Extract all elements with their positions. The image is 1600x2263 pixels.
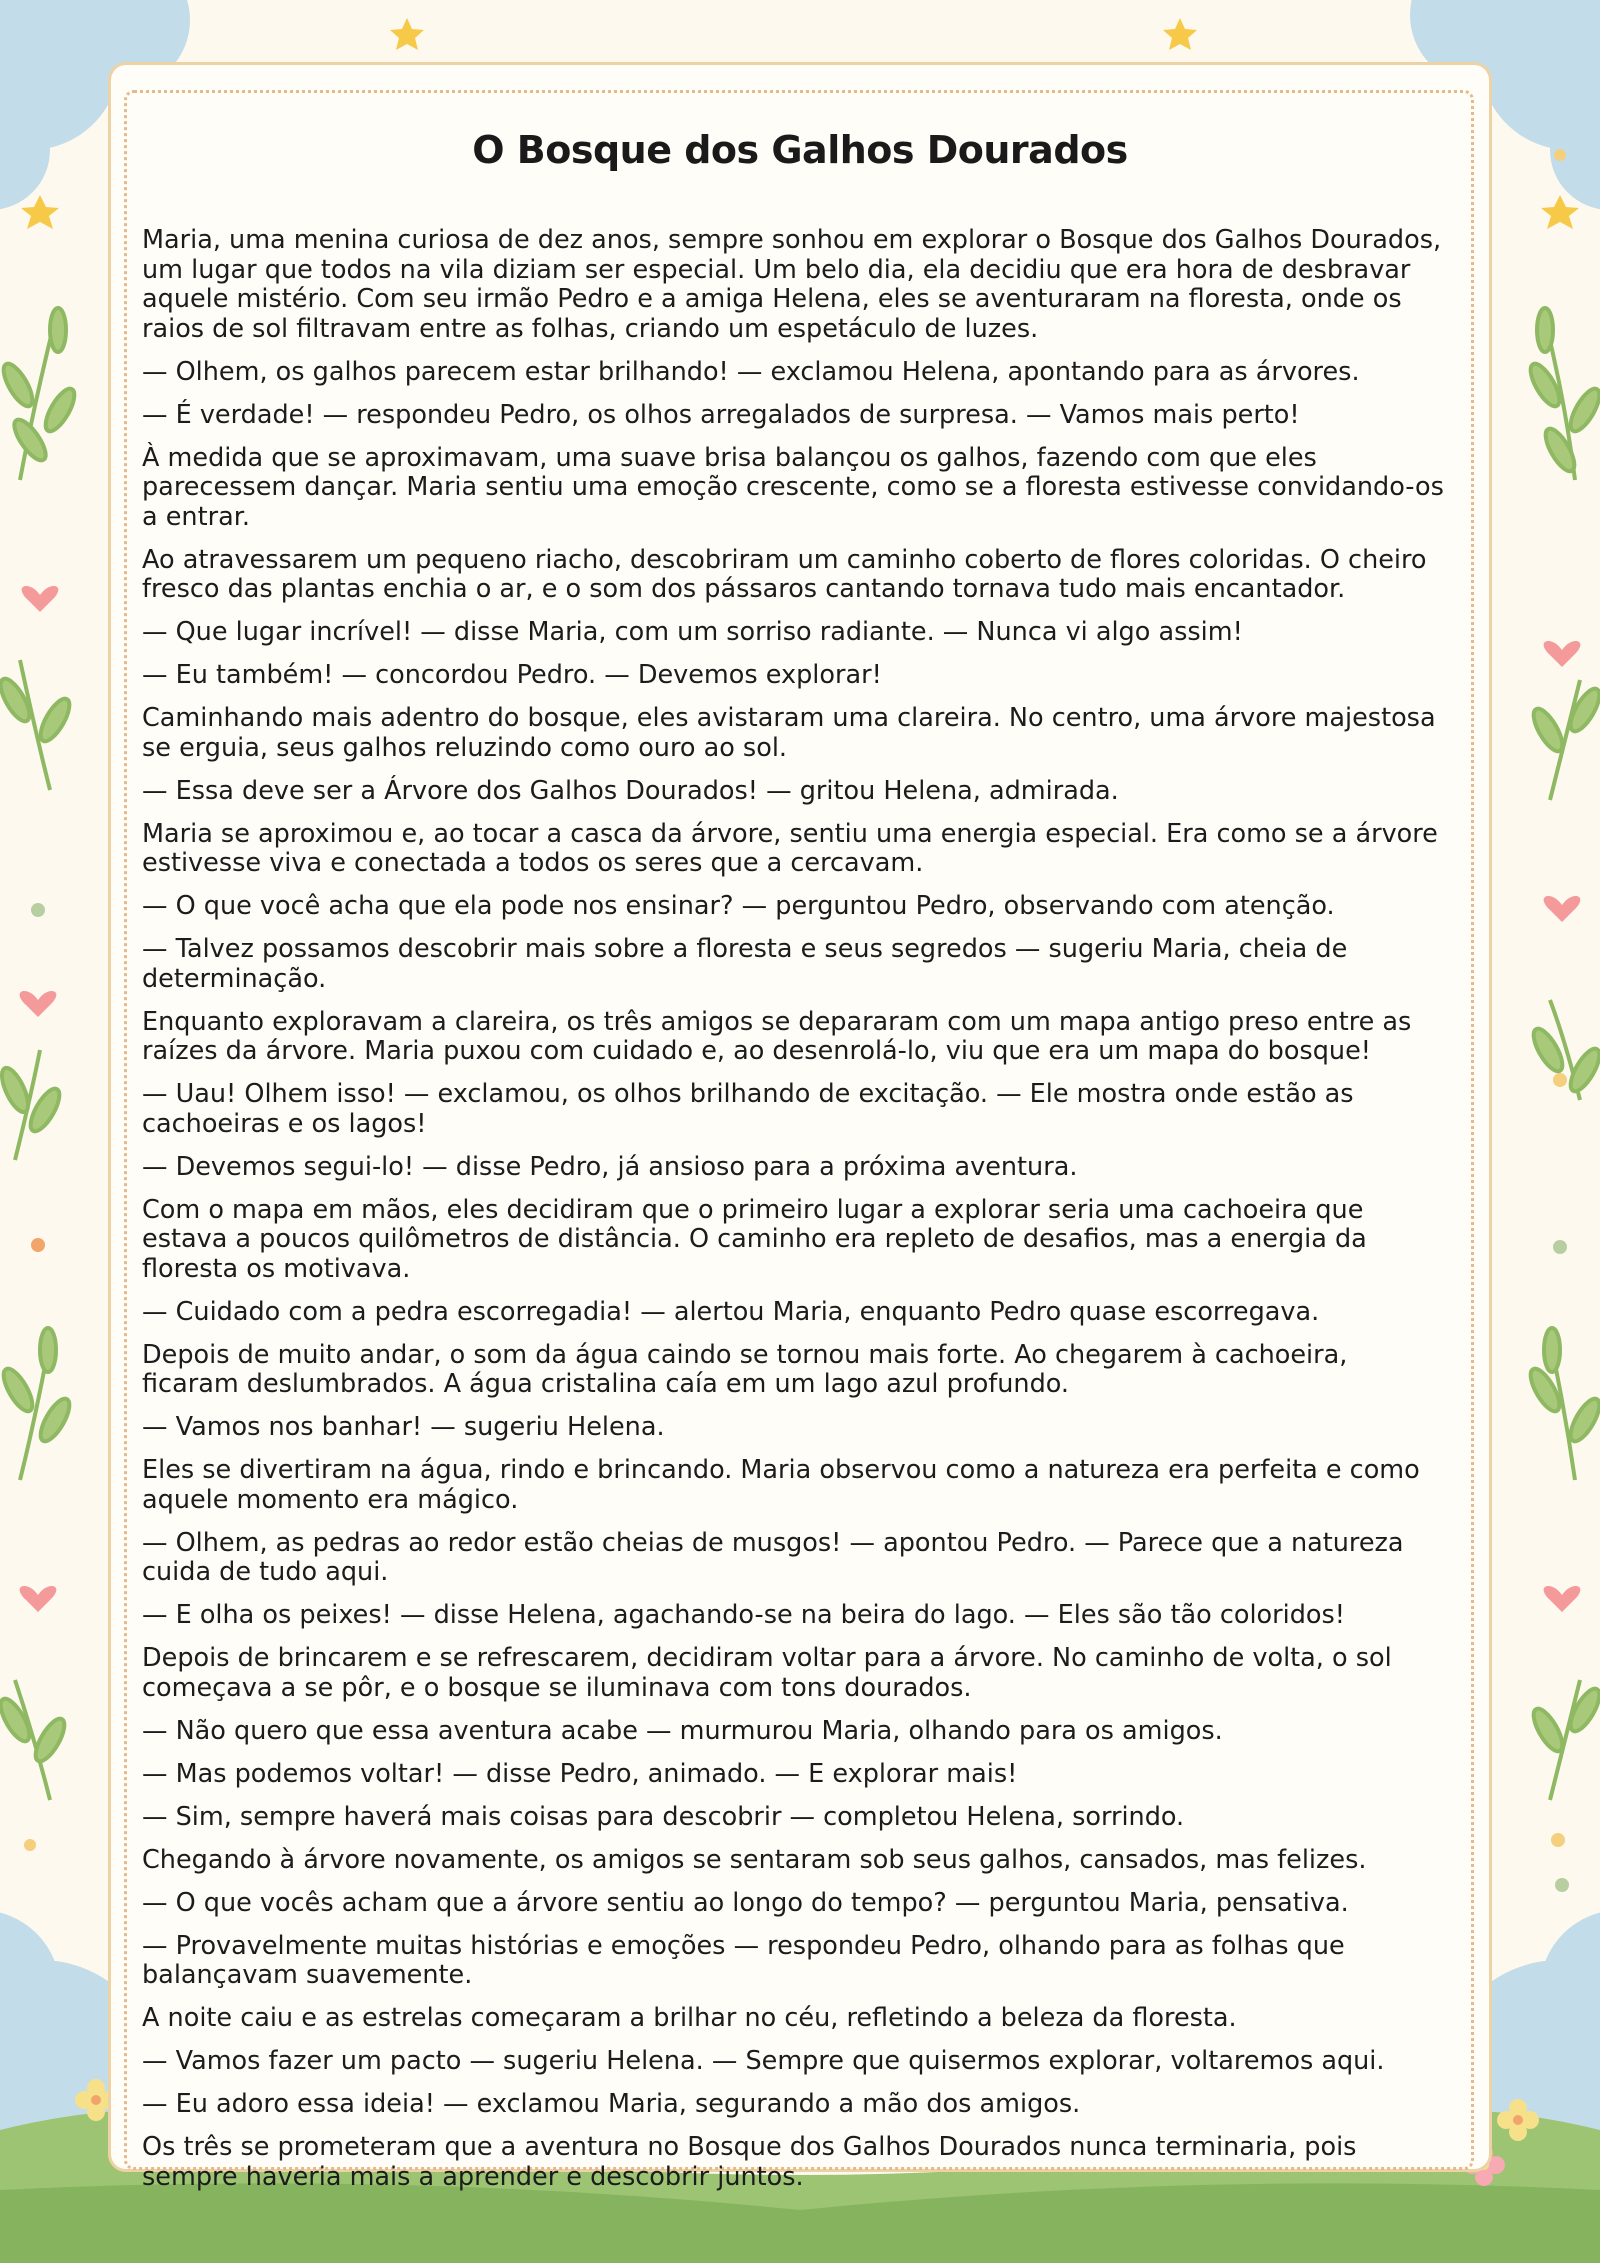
story-paragraph: — O que você acha que ela pode nos ensinar? — perguntou Pedro, observando com atenção.	[142, 891, 1335, 921]
leaf-branch-icon	[0, 660, 75, 790]
story-paragraph: — Vamos nos banhar! — sugeriu Helena.	[142, 1412, 665, 1442]
story-paragraph: — Olhem, as pedras ao redor estão cheias de musgos! — apontou Pedro. — Parece que a natureza cuida de tudo aqui.	[142, 1527, 1404, 1587]
story-paragraph: — Talvez possamos descobrir mais sobre a floresta e seus segredos — sugeriu Maria, cheia de determinação.	[142, 934, 1348, 994]
story-paragraph: — Que lugar incrível! — disse Maria, com um sorriso radiante. — Nunca vi algo assim!	[142, 617, 1243, 647]
story-paragraph: — Mas podemos voltar! — disse Pedro, animado. — E explorar mais!	[142, 1758, 1018, 1789]
story-paragraph: — E olha os peixes! — disse Helena, agachando-se na beira do lago. — Eles são tão coloridos!	[142, 1600, 1346, 1630]
story-title: O Bosque dos Galhos Dourados	[472, 128, 1128, 172]
story-text	[142, 226, 1447, 2206]
leaf-branch-icon	[0, 1680, 70, 1800]
story-paragraph: — Sim, sempre haverá mais coisas para descobrir — completou Helena, sorrindo.	[142, 1801, 1185, 1832]
heart-icon	[1544, 896, 1581, 922]
story-paragraph: Maria se aproximou e, ao tocar a casca da árvore, sentiu uma energia especial. Era como se a árvore estivesse viva e conectada a todos os seres que a cercavam.	[142, 818, 1438, 878]
story-paragraph: À medida que se aproximavam, uma suave brisa balançou os galhos, fazendo com que eles parecessem dançar. Maria sentiu uma emoção crescente, como se a floresta estivesse convidando-os a entrar.	[142, 442, 1444, 532]
story-paragraph: Os três se prometeram que a aventura no Bosque dos Galhos Dourados nunca terminaria, pois sempre haveria mais a aprender e descobrir juntos.	[142, 2132, 1357, 2192]
leaf-branch-icon	[0, 1328, 75, 1480]
story-paragraph: — O que vocês acham que a árvore sentiu ao longo do tempo? — perguntou Maria, pensativa.	[142, 1887, 1349, 1918]
leaf-branch-icon	[1528, 1680, 1600, 1800]
story-paragraph: — Olhem, os galhos parecem estar brilhando! — exclamou Helena, apontando para as árvores.	[142, 356, 1360, 387]
story-paragraph: — Provavelmente muitas histórias e emoções — respondeu Pedro, olhando para as folhas que balançavam suavemente.	[142, 1930, 1345, 1990]
heart-icon	[1544, 641, 1581, 667]
heart-icon	[20, 991, 57, 1017]
heart-icon	[1544, 1586, 1581, 1612]
story-paragraph: — Uau! Olhem isso! — exclamou, os olhos brilhando de excitação. — Ele mostra onde estão as cachoeiras e os lagos!	[142, 1079, 1354, 1139]
story-paragraph: Maria, uma menina curiosa de dez anos, sempre sonhou em explorar o Bosque dos Galhos Dourados, um lugar que todos na vila diziam ser especial. Um belo dia, ela decidiu que era hora de desbravar aquele mistério. Com seu irmão Pedro e a amiga Helena, eles se aventuraram na floresta, onde os raios de sol filtravam entre as folhas, criando um espetáculo de luzes.	[142, 225, 1442, 344]
story-paragraph: Eles se divertiram na água, rindo e brincando. Maria observou como a natureza era perfeita e como aquele momento era mágico.	[142, 1455, 1420, 1515]
leaf-branch-icon	[0, 1050, 65, 1160]
story-paragraph: — Devemos segui-lo! — disse Pedro, já ansioso para a próxima aventura.	[142, 1151, 1078, 1182]
story-paragraph: Depois de muito andar, o som da água caindo se tornou mais forte. Ao chegarem à cachoeira, ficaram deslumbrados. A água cristalina caía em um lago azul profundo.	[142, 1339, 1348, 1399]
star-icon	[1163, 18, 1197, 50]
story-paragraph: Caminhando mais adentro do bosque, eles avistaram uma clareira. No centro, uma árvore majestosa se erguia, seus galhos reluzindo como ouro ao sol.	[142, 703, 1436, 763]
leaf-branch-icon	[1525, 308, 1600, 480]
story-paragraph: Enquanto exploravam a clareira, os três amigos se depararam com um mapa antigo preso entre as raízes da árvore. Maria puxou com cuidado e, ao desenrolá-lo, viu que era um mapa do bosque!	[142, 1006, 1412, 1066]
story-paragraph: — É verdade! — respondeu Pedro, os olhos arregalados de surpresa. — Vamos mais perto!	[142, 399, 1300, 430]
story-paragraph: — Eu também! — concordou Pedro. — Devemos explorar!	[142, 660, 882, 690]
story-paragraph: — Vamos fazer um pacto — sugeriu Helena. — Sempre que quisermos explorar, voltaremos aqui.	[142, 2046, 1385, 2076]
story-paragraph: A noite caiu e as estrelas começaram a brilhar no céu, refletindo a beleza da floresta.	[142, 2003, 1237, 2033]
story-paragraph: — Essa deve ser a Árvore dos Galhos Dourados! — gritou Helena, admirada.	[142, 775, 1119, 806]
story-paragraph: — Não quero que essa aventura acabe — murmurou Maria, olhando para os amigos.	[142, 1715, 1223, 1746]
heart-icon	[22, 586, 59, 612]
leaf-branch-icon	[1528, 680, 1600, 800]
star-icon	[390, 18, 424, 50]
leaf-branch-icon	[1525, 1328, 1600, 1480]
story-paragraph: Ao atravessarem um pequeno riacho, descobriram um caminho coberto de flores coloridas. O cheiro fresco das plantas enchia o ar, e o som dos pássaros cantando tornava tudo mais encantador.	[142, 544, 1427, 604]
star-icon	[1541, 195, 1579, 229]
story-paragraph: — Cuidado com a pedra escorregadia! — alertou Maria, enquanto Pedro quase escorregava.	[142, 1296, 1320, 1327]
leaf-branch-icon	[0, 308, 80, 480]
story-paragraph: — Eu adoro essa ideia! — exclamou Maria, segurando a mão dos amigos.	[142, 2089, 1081, 2119]
story-paragraph: Chegando à árvore novamente, os amigos se sentaram sob seus galhos, cansados, mas felizes.	[142, 1844, 1367, 1875]
story-paragraph: Com o mapa em mãos, eles decidiram que o primeiro lugar a explorar seria uma cachoeira que estava a poucos quilômetros de distância. O caminho era repleto de desafios, mas a energia da floresta os motivava.	[142, 1194, 1367, 1284]
story-paragraph: Depois de brincarem e se refrescarem, decidiram voltar para a árvore. No caminho de volta, o sol começava a se pôr, e o bosque se iluminava com tons dourados.	[142, 1643, 1392, 1703]
star-icon	[21, 195, 59, 229]
heart-icon	[20, 1586, 57, 1612]
